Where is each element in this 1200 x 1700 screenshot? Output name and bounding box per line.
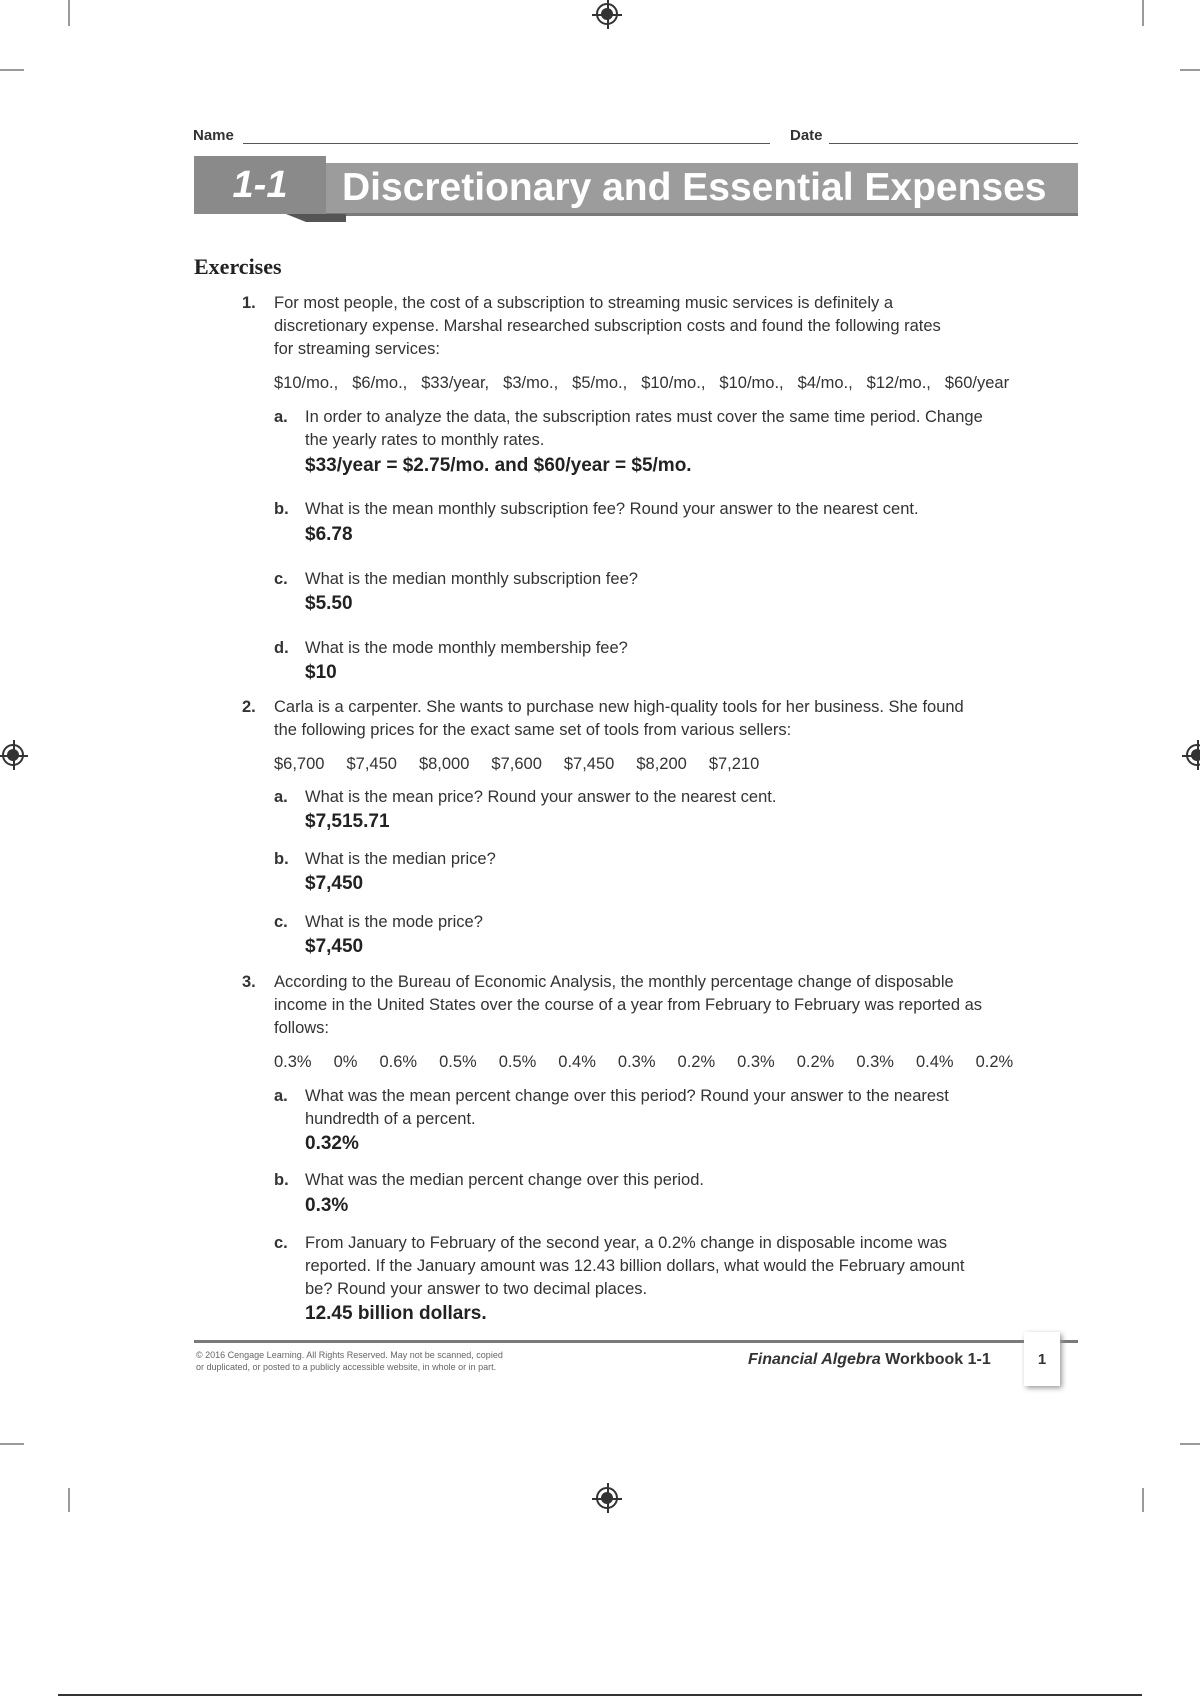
part-letter: b. (274, 500, 289, 518)
data-value: 0.6% (379, 1053, 418, 1071)
lesson-number: 1-1 (194, 156, 326, 214)
data-value: 0.3% (737, 1053, 775, 1071)
lesson-title-bar (194, 156, 1078, 222)
problem-text-line: For most people, the cost of a subscription to streaming music services is definitely a (274, 294, 894, 312)
part-letter: a. (274, 408, 288, 426)
name-label: Name (193, 127, 234, 144)
part-letter: a. (274, 788, 288, 806)
data-value: $6/mo., (352, 374, 408, 392)
registration-mark-icon (596, 1487, 618, 1509)
crop-mark (0, 1443, 24, 1445)
problem-number: 1. (242, 294, 256, 312)
book-title: Financial Algebra (748, 1351, 881, 1368)
data-value: $10/mo., (719, 374, 784, 392)
registration-mark-icon (1186, 744, 1200, 766)
part-text-line: What is the mode price? (305, 913, 483, 931)
answer: 0.32% (305, 1133, 359, 1154)
part-text-line: In order to analyze the data, the subscription rates must cover the same time period. Change (305, 408, 983, 426)
data-value: $7,210 (708, 755, 760, 773)
title-block (326, 163, 1078, 216)
copyright-line: © 2016 Cengage Learning. All Rights Reserved. May not be scanned, copied (196, 1350, 503, 1360)
part-text-line: the yearly rates to monthly rates. (305, 431, 545, 449)
answer: 0.3% (305, 1195, 349, 1216)
crop-mark (1142, 0, 1144, 26)
answer: $5.50 (305, 593, 353, 614)
part-text-line: What is the median monthly subscription fee? (305, 570, 638, 588)
part-text-line: What is the median price? (305, 850, 496, 868)
crop-mark (68, 1488, 70, 1512)
data-value: $8,200 (636, 755, 687, 773)
problem-text-line: According to the Bureau of Economic Analysis, the monthly percentage change of disposable (274, 973, 954, 991)
part-text-line: reported. If the January amount was 12.43 billion dollars, what would the February amount (305, 1257, 965, 1275)
crop-mark (1180, 69, 1200, 71)
problem-text-line: discretionary expense. Marshal researched subscription costs and found the following rates (274, 317, 941, 335)
footer-rule (194, 1340, 1078, 1343)
answer: $6.78 (305, 524, 353, 545)
data-values (274, 1051, 1035, 1074)
data-value: $12/mo., (866, 374, 931, 392)
data-value: 0.3% (274, 1053, 312, 1071)
problem-number: 3. (242, 973, 256, 991)
part-text-line: What is the mean price? Round your answer to the nearest cent. (305, 788, 777, 806)
part-letter: c. (274, 913, 288, 931)
copyright-line: or duplicated, or posted to a publicly accessible website, in whole or in part. (196, 1362, 497, 1372)
data-value: $10/mo., (274, 374, 339, 392)
data-value: $6,700 (274, 755, 325, 773)
answer: 12.45 billion dollars. (305, 1303, 487, 1324)
data-value: $7,450 (346, 755, 397, 773)
part-letter: c. (274, 570, 288, 588)
problem-text-line: the following prices for the exact same set of tools from various sellers: (274, 721, 792, 739)
section-heading: Exercises (194, 254, 282, 279)
data-value: $7,600 (491, 755, 542, 773)
registration-mark-icon (596, 3, 618, 25)
data-value: 0.3% (617, 1053, 656, 1071)
data-value: $60/year (944, 374, 1010, 392)
answer: $7,450 (305, 873, 364, 894)
name-date-line (193, 127, 1078, 147)
part-text-line: From January to February of the second year, a 0.2% change in disposable income was (305, 1234, 948, 1252)
part-letter: a. (274, 1087, 288, 1105)
part-letter: d. (274, 639, 289, 657)
data-value: 0.2% (975, 1053, 1014, 1071)
part-letter: b. (274, 850, 289, 868)
data-value: 0.5% (498, 1053, 537, 1071)
data-value: 0.3% (856, 1053, 894, 1071)
problem-number: 2. (242, 698, 256, 716)
data-value: $7,450 (563, 755, 615, 773)
problem-text-line: for streaming services: (274, 340, 440, 358)
date-label: Date (790, 127, 823, 144)
data-value: $3/mo., (503, 374, 559, 392)
page-number-tab (1024, 1332, 1060, 1386)
answer: $7,515.71 (305, 811, 390, 832)
part-text-line: What is the mean monthly subscription fee? Round your answer to the nearest cent. (305, 500, 919, 518)
data-value: 0% (333, 1053, 358, 1071)
page-number: 1 (1037, 1351, 1047, 1368)
part-text-line: What is the mode monthly membership fee? (305, 639, 628, 657)
workbook-label (748, 1351, 991, 1369)
data-value: 0.4% (915, 1053, 954, 1071)
data-values (274, 753, 781, 776)
name-field[interactable] (243, 143, 770, 144)
lesson-title: Discretionary and Essential Expenses (342, 166, 1047, 209)
data-value: $10/mo., (641, 374, 706, 392)
crop-mark (68, 0, 70, 26)
data-value: $5/mo., (572, 374, 628, 392)
crop-mark (1180, 1443, 1200, 1445)
data-value: 0.4% (558, 1053, 596, 1071)
part-letter: b. (274, 1171, 289, 1189)
crop-mark (0, 69, 24, 71)
part-text-line: be? Round your answer to two decimal places. (305, 1280, 648, 1298)
problem-text-line: Carla is a carpenter. She wants to purchase new high-quality tools for her business. She found (274, 698, 964, 716)
date-field[interactable] (829, 143, 1078, 144)
copyright-notice (196, 1349, 536, 1373)
bottom-rule (58, 1694, 1142, 1696)
part-text-line: What was the median percent change over this period. (305, 1171, 704, 1189)
part-text-line: What was the mean percent change over this period? Round your answer to the nearest (305, 1087, 949, 1105)
data-value: 0.2% (796, 1053, 835, 1071)
registration-mark-icon (2, 744, 24, 766)
answer: $33/year = $2.75/mo. and $60/year = $5/mo. (305, 455, 692, 476)
data-value: $33/year, (421, 374, 490, 392)
part-text-line: hundredth of a percent. (305, 1110, 476, 1128)
book-suffix: Workbook 1-1 (880, 1351, 991, 1368)
data-values (274, 372, 1023, 395)
data-value: $8,000 (418, 755, 470, 773)
data-value: $4/mo., (797, 374, 853, 392)
part-letter: c. (274, 1234, 288, 1252)
answer: $10 (305, 662, 337, 683)
problem-text-line: follows: (274, 1019, 330, 1037)
crop-mark (1142, 1488, 1144, 1512)
data-value: 0.5% (439, 1053, 477, 1071)
answer: $7,450 (305, 936, 364, 957)
lesson-number-shadow (286, 214, 346, 222)
data-value: 0.2% (677, 1053, 716, 1071)
problem-text-line: income in the United States over the course of a year from February to February was reported as (274, 996, 983, 1014)
